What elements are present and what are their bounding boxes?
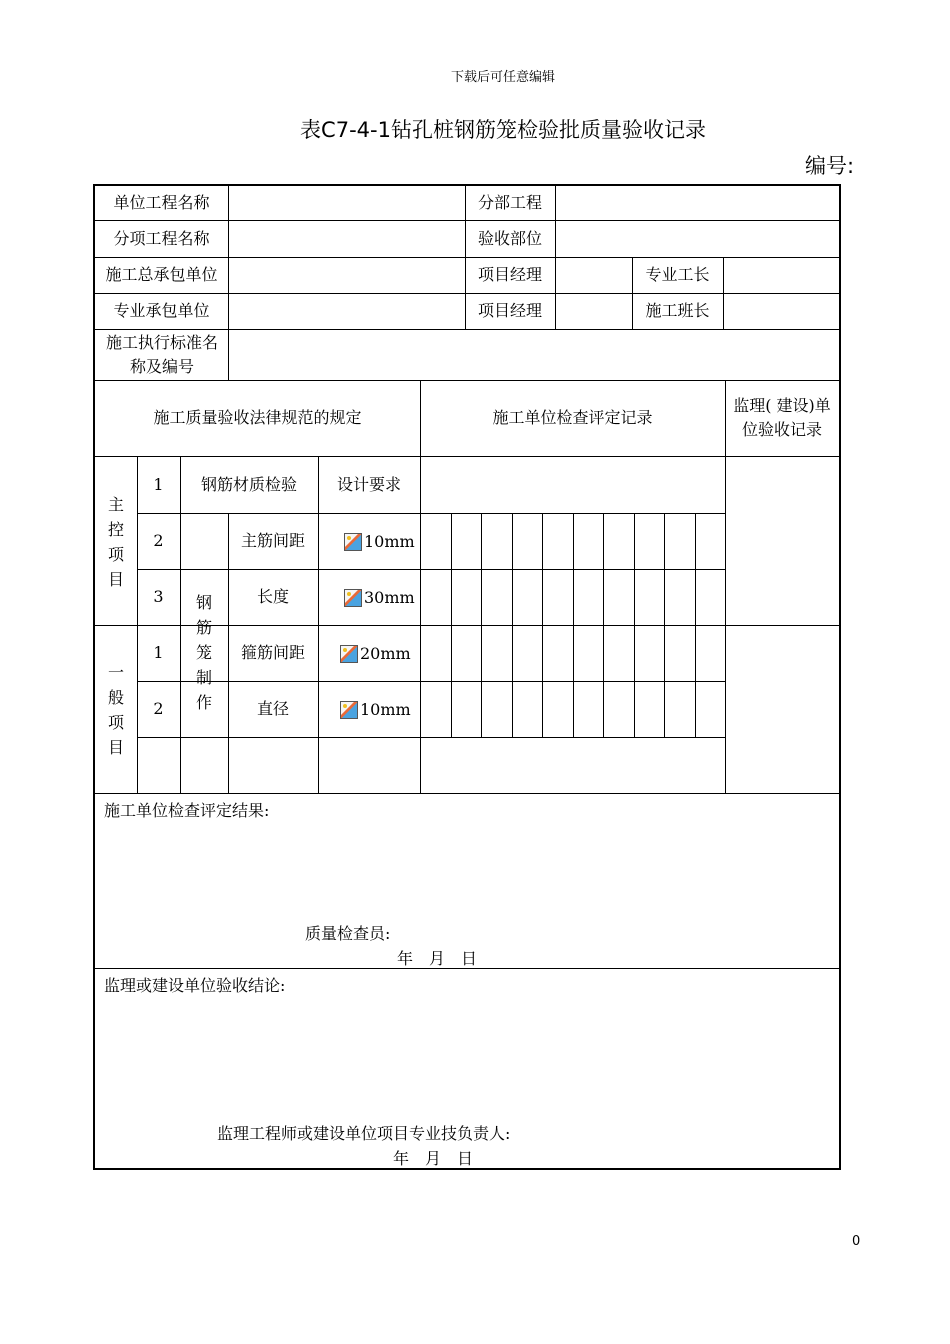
row-divider [137, 569, 725, 570]
record-form-table [93, 184, 841, 1170]
grid-divider [573, 513, 574, 737]
page-number: 0 [852, 1234, 861, 1249]
label-standard-name: 施工执行标准名称及编号 [105, 332, 218, 376]
label-main-items: 主 控 项 目 [107, 495, 124, 589]
page-title: 表C7-4-1钻孔桩钢筋笼检验批质量验收记录 [300, 118, 706, 142]
row-divider [95, 793, 839, 794]
label-sub-item: 分项工程名称 [113, 228, 210, 248]
plus-minus-image-icon [344, 589, 362, 607]
grid-divider [695, 513, 696, 737]
row-divider [137, 681, 725, 682]
row-divider [137, 737, 725, 738]
item-number: 2 [153, 699, 164, 718]
item-number: 2 [153, 531, 164, 550]
item-number: 3 [153, 587, 164, 606]
col-divider [725, 380, 726, 793]
label-unit-project: 单位工程名称 [113, 193, 210, 212]
label-project-manager: 项目经理 [477, 265, 542, 284]
tolerance-value: 30mm [344, 588, 415, 607]
item-number: 1 [153, 474, 164, 494]
col-divider [228, 186, 229, 380]
quality-inspector-label: 质量检查员: [305, 924, 391, 943]
label-general-items: 一 般 项 目 [107, 663, 124, 757]
label-chief-engineer: 专业工长 [645, 265, 710, 284]
grid-divider [664, 513, 665, 737]
grid-divider [634, 513, 635, 737]
grid-divider [512, 513, 513, 737]
grid-divider [542, 513, 543, 737]
plus-minus-image-icon [340, 645, 358, 663]
item-name: 长度 [256, 587, 289, 606]
tolerance-value: 10mm [340, 700, 411, 719]
header-supervision-record: 监理( 建设)单位验收记录 [733, 396, 831, 439]
result-label: 施工单位检查评定结果: [104, 801, 270, 820]
supervising-engineer-label: 监理工程师或建设单位项目专业技负责人: [217, 1124, 511, 1143]
tolerance-value: 10mm [344, 532, 415, 551]
item-name: 直径 [256, 699, 289, 718]
label-sub-division: 分部工程 [477, 193, 542, 212]
item-number: 1 [153, 643, 164, 662]
header-construction-record: 施工单位检查评定记录 [492, 408, 653, 427]
label-cage-fabrication: 钢 筋 笼 制 作 [195, 593, 212, 712]
grid-divider [603, 513, 604, 737]
header-note: 下载后可任意编辑 [450, 70, 555, 85]
row-divider [137, 513, 725, 514]
item-requirement: 设计要求 [336, 474, 401, 494]
grid-divider [451, 513, 452, 737]
item-name: 钢筋材质检验 [200, 474, 297, 494]
label-team-leader: 施工班长 [645, 301, 710, 320]
plus-minus-image-icon [340, 701, 358, 719]
plus-minus-image-icon [344, 533, 362, 551]
header-spec: 施工质量验收法律规范的规定 [153, 408, 362, 427]
item-name: 箍筋间距 [240, 643, 305, 662]
grid-divider [481, 513, 482, 737]
col-divider [723, 257, 724, 329]
conclusion-label: 监理或建设单位验收结论: [104, 976, 286, 995]
code-label: 编号: [805, 154, 855, 178]
conclusion-date: 年 月 日 [393, 1149, 474, 1168]
label-project-manager: 项目经理 [477, 301, 542, 320]
label-specialty-contractor: 专业承包单位 [113, 301, 210, 320]
col-divider [555, 186, 556, 329]
item-name: 主筋间距 [240, 531, 305, 550]
label-accept-part: 验收部位 [477, 228, 542, 248]
result-date: 年 月 日 [397, 949, 478, 968]
tolerance-value: 20mm [340, 644, 411, 663]
label-general-contractor: 施工总承包单位 [105, 265, 218, 284]
